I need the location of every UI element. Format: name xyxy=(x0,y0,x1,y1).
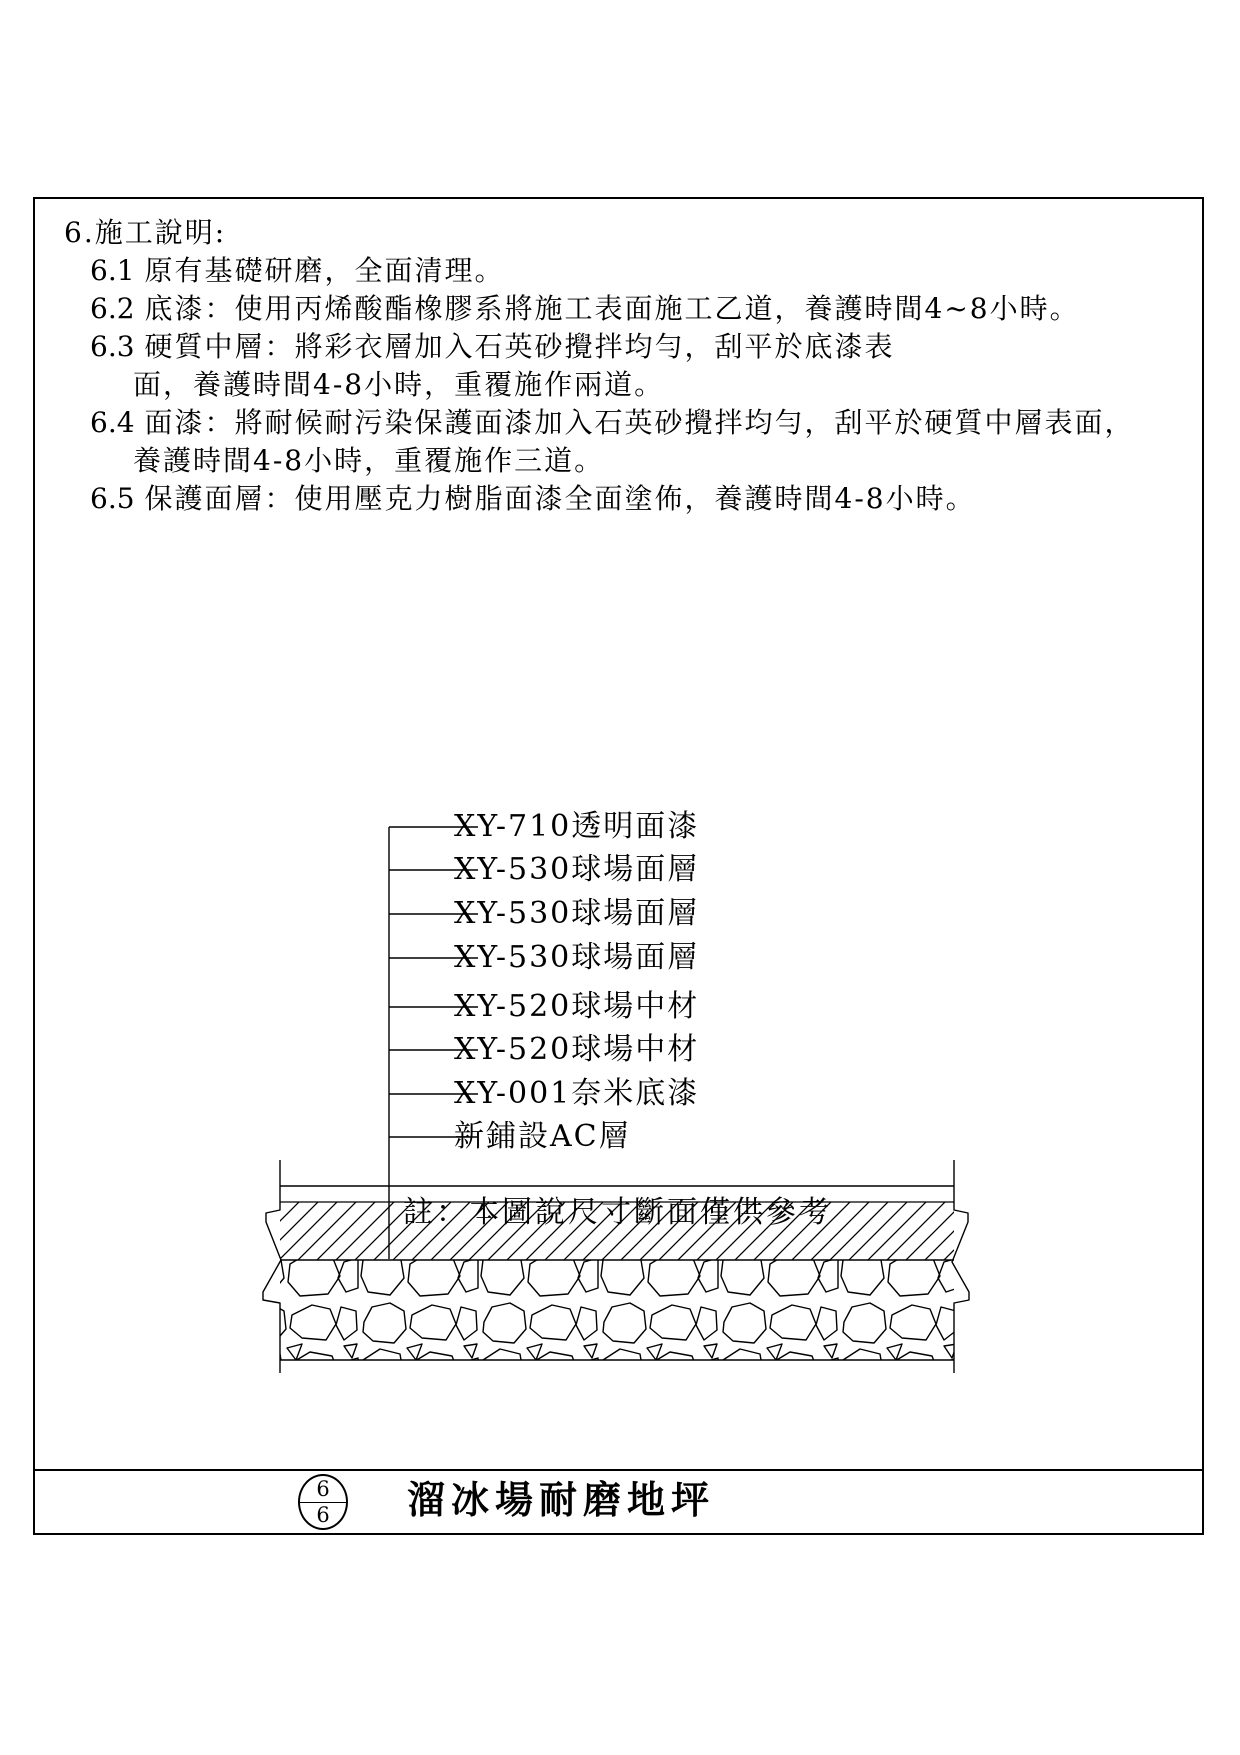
spec-item-6-4-continued: 養護時間4-8小時，重覆施作三道。 xyxy=(133,444,605,477)
item-text: 保護面層：使用壓克力樹脂面漆全面塗佈，養護時間4-8小時。 xyxy=(144,482,976,515)
item-number: 6.4 xyxy=(90,406,135,439)
layer-label-surface-3: XY-530球場面層 xyxy=(454,940,700,975)
gravel-layer xyxy=(280,1260,954,1360)
left-break-edge xyxy=(263,1160,281,1373)
item-text: 硬質中層：將彩衣層加入石英砂攪拌均勻，刮平於底漆表 xyxy=(144,330,895,363)
sheet-total: 6 xyxy=(316,1503,330,1527)
item-number: 6.1 xyxy=(90,254,135,287)
item-text: 底漆：使用丙烯酸酯橡膠系將施工表面施工乙道，養護時間4~8小時。 xyxy=(144,292,1080,325)
layer-label-middle-1: XY-520球場中材 xyxy=(454,989,700,1024)
hatch-layer xyxy=(280,1202,954,1260)
item-text: 面漆：將耐候耐污染保護面漆加入石英砂攪拌均勻，刮平於硬質中層表面， xyxy=(144,406,1135,439)
sheet-number: 6 xyxy=(316,1477,330,1501)
section-heading: 6.施工說明: xyxy=(64,216,227,249)
layer-label-ac-layer: 新鋪設AC層 xyxy=(454,1119,631,1154)
layer-label-middle-2: XY-520球場中材 xyxy=(454,1032,700,1067)
section-layers xyxy=(280,1202,954,1360)
spec-item-6-3-continued: 面，養護時間4-8小時，重覆施作兩道。 xyxy=(133,368,665,401)
layer-label-primer: XY-001奈米底漆 xyxy=(454,1076,700,1111)
right-break-edge xyxy=(952,1160,969,1373)
item-text: 原有基礎研磨，全面清理。 xyxy=(144,254,505,287)
leader-lines xyxy=(389,827,478,1259)
drawing-title: 溜冰場耐磨地坪 xyxy=(407,1477,716,1522)
layer-label-top-coat: XY-710透明面漆 xyxy=(454,809,700,844)
item-number: 6.3 xyxy=(90,330,135,363)
layer-label-surface-2: XY-530球場面層 xyxy=(454,896,700,931)
layer-label-surface-1: XY-530球場面層 xyxy=(454,852,700,887)
item-number: 6.2 xyxy=(90,292,135,325)
item-number: 6.5 xyxy=(90,482,135,515)
